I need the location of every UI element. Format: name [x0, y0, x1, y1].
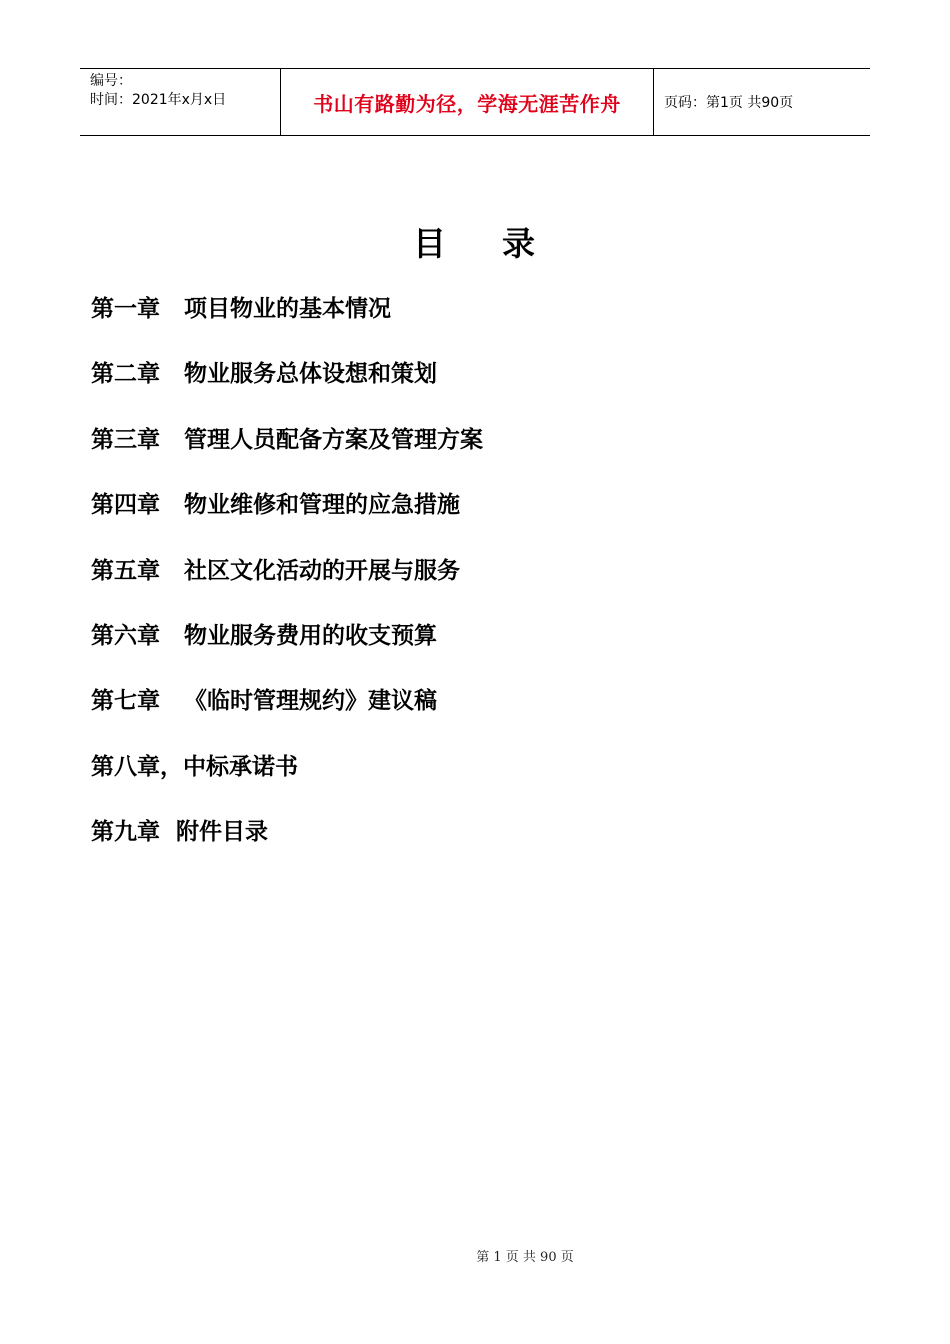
header-motto: 书山有路勤为径，学海无涯苦作舟 — [313, 91, 621, 116]
toc-entry-chapter-5: 第五章 社区文化活动的开展与服务 — [91, 557, 461, 584]
header-page-cell — [654, 69, 870, 135]
toc-entry-chapter-8: 第八章，中标承诺书 — [91, 753, 298, 780]
toc-entry-chapter-9: 第九章 附件目录 — [91, 819, 269, 846]
toc-title: 目 录 — [413, 224, 537, 263]
toc-entry-chapter-6: 第六章 物业服务费用的收支预算 — [91, 622, 438, 649]
page-header — [80, 68, 870, 136]
document-number-label: 编号： — [90, 73, 132, 89]
toc-entry-chapter-4: 第四章 物业维修和管理的应急措施 — [91, 492, 461, 519]
header-page-label: 页码：第1页 共90页 — [664, 95, 794, 111]
header-motto-cell — [281, 69, 654, 135]
document-date-label: 时间：2021年x月x日 — [90, 92, 227, 108]
toc-entry-chapter-1: 第一章 项目物业的基本情况 — [91, 296, 392, 322]
toc-list — [91, 290, 483, 879]
page-footer: 第 1 页 共 90 页 — [476, 1250, 574, 1265]
toc-entry-chapter-7: 第七章 《临时管理规约》建议稿 — [91, 688, 438, 715]
header-meta-cell — [80, 69, 281, 135]
toc-entry-chapter-2: 第二章 物业服务总体设想和策划 — [91, 361, 438, 388]
toc-entry-chapter-3: 第三章 管理人员配备方案及管理方案 — [91, 426, 484, 453]
